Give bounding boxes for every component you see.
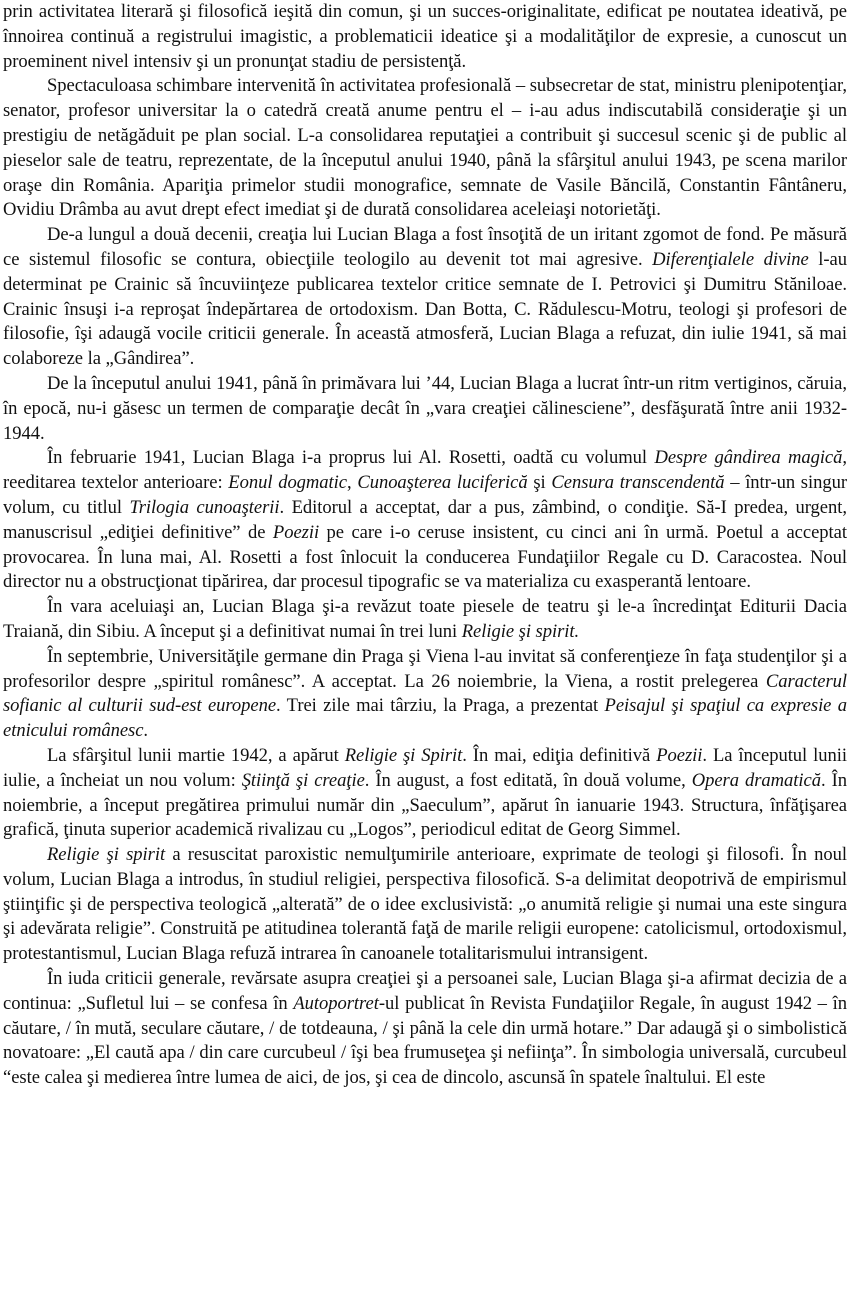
italic-title: Opera dramatică (691, 769, 821, 791)
paragraph (3, 967, 847, 1091)
text-run: , reeditarea textelor anterioare: (3, 447, 847, 494)
italic-title: Caracterul sofianic al culturii sud-est europene (3, 670, 847, 717)
text-run: . Editorul a acceptat, dar a pus, zâmbind, o condiţie. Să-I predea, urgent, manuscrisul „ediţiei definitive” de (3, 496, 847, 543)
italic-title: Eonul dogmatic (228, 472, 347, 494)
italic-title: Despre gândirea magică (654, 447, 843, 469)
paragraph (3, 843, 847, 967)
paragraph (3, 595, 847, 645)
text-run: . În mai, ediţia definitivă (462, 744, 657, 766)
text-run: . (143, 720, 149, 742)
italic-title: Cunoaşterea luciferică (357, 472, 528, 494)
text-run: . La începutul lunii iulie, a încheiat un nou volum: (3, 744, 847, 791)
text-run: De-a lungul a două decenii, creaţia lui Lucian Blaga a fost însoţită de un iritant zgomot de fond. Pe măsură ce sistemul filosofic se contura, obiecţiile teologilo au devenit tot mai agresive. (3, 224, 847, 270)
text-run: De la începutul anului 1941, până în primăvara lui ’44, Lucian Blaga a lucrat într-un ritm vertiginos, căruia, în epocă, nu-i găsesc un termen de comparaţie decât în „vara creaţiei călinesciene”, desfăşurată între anii 1932-1944. (3, 372, 847, 444)
text-run: În iuda criticii generale, revărsate asupra creaţiei şi a persoanei sale, Lucian Blaga şi-a afirmat decizia de a continua: „Sufletul lui – se confesa în (3, 968, 847, 1014)
italic-title: Poezii (272, 521, 320, 543)
text-run: . În noiembrie, a început pregătirea primului număr din „Saeculum”, apărut în ianuarie 1943. Structura, înfăţişarea grafică, ţinuta superior academică rivalizau cu „Logos”, periodicul editat de Georg Simmel. (3, 769, 847, 841)
text-run: – într-un singur volum, cu titlul (3, 472, 847, 518)
text-run: l-au determinat pe Crainic să încuviinţeze publicarea textelor critice semnate de I. Petrovici şi Dumitru Stăniloae. Crainic însuşi i-a reproşat îndepărtarea de ortodoxism. Dan Botta, C. Rădulescu-Motru, teologi şi profesori de filosofie, îşi adaugă vocile criticii generale. În această atmosferă, Lucian Blaga a refuzat, din iulie 1941, să mai colaboreze la „Gândirea”. (3, 248, 848, 370)
text-run: La sfârşitul lunii martie 1942, a apărut (47, 744, 345, 766)
body-text (3, 0, 847, 1091)
text-run: a resuscitat paroxistic nemulţumirile anterioare, exprimate de teologi şi filosofi. În noul volum, Lucian Blaga a introdus, în studiul religiei, perspectiva filosofică. S-a delimitat deopotrivă de empirismul ştiinţific şi de perspectiva teologică „alterată” de o idee exclusivistă: „o anumită religie şi numai una este singura şi adevărata religie”. Construită pe atitudinea tolerantă faţă de marile religii europene: catolicismul, ortodoxismul, protestantismul, Lucian Blaga refuză intrarea în canoanele totalitarismului intransigent. (3, 844, 847, 965)
italic-title: Ştiinţă şi creaţie (241, 769, 365, 791)
text-run: . În august, a fost editată, în două volume, (364, 769, 692, 791)
text-run: Spectaculoasa schimbare intervenită în activitatea profesională – subsecretar de stat, ministru plenipotenţiar, senator, profesor universitar la o catedră creată anume pentru el – i-au adus indiscutabilă consideraţie şi un prestigiu de netăgăduit pe plan social. L-a consolidarea reputaţiei a contribuit şi succesul scenic şi de public al pieselor sale de teatru, reprezentate, de la începutul anului 1940, până la sfârşitul anului 1943, pe scena marilor oraşe din România. Apariţia primelor studii monografice, semnate de Vasile Băncilă, Constantin Fântâneru, Ovidiu Drâmba au avut drept efect imediat şi de durată consolidarea aceleiaşi notorietăţi. (3, 75, 847, 221)
italic-title: Autoportret (293, 992, 379, 1014)
italic-title: Religie şi spirit (47, 844, 166, 866)
text-run: . Trei zile mai târziu, la Praga, a prezentat (276, 695, 605, 717)
paragraph (3, 74, 847, 223)
italic-title: Diferenţialele divine (652, 248, 809, 270)
italic-title: Censura transcendentă (551, 472, 725, 494)
text-run: În septembrie, Universităţile germane din Praga şi Viena l-au invitat să conferenţieze în faţa studenţilor şi a profesorilor despre „spiritul românesc”. A acceptat. La 26 noiembrie, la Viena, a rostit prelegerea (3, 645, 847, 692)
italic-title: Religie şi spirit. (461, 620, 580, 642)
text-run: pe care i-o ceruse insistent, cu cinci ani în urmă. Poetul a acceptat provocarea. În luna mai, Al. Rosetti a fost înlocuit la conducerea Fundaţiilor Regale cu D. Caracostea. Noul director nu a obstrucţionat tipărirea, dar procesul tipografic se va materializa cu exasperantă lentoare. (3, 521, 847, 593)
paragraph (3, 372, 847, 446)
paragraph (3, 0, 847, 74)
text-run: şi (527, 472, 552, 494)
text-run: În vara aceluiaşi an, Lucian Blaga şi-a revăzut toate piesele de teatru şi le-a încredinţat Editurii Dacia Traiană, din Sibiu. A început şi a definitivat numai în trei luni (3, 596, 847, 642)
paragraph (3, 744, 847, 843)
italic-title: Poezii (656, 744, 703, 766)
italic-title: Religie şi Spirit (344, 744, 463, 766)
paragraph (3, 645, 847, 744)
italic-title: Trilogia cunoaşterii (129, 496, 280, 518)
paragraph (3, 223, 847, 372)
paragraph (3, 446, 847, 595)
italic-title: Peisajul şi spaţiul ca expresie a etnicului românesc (3, 695, 847, 742)
text-run: -ul publicat în Revista Fundaţiilor Regale, în august 1942 – în căutare, / în mută, seculare căutare, / de totdeauna, / şi până la cele din urmă hotare.” Dar adaugă şi o simbolistică novatoare: „El caută apa / din care curcubeul / îşi bea frumuseţea şi nefiinţa”. În simbologia universală, curcubeul “este calea şi medierea între lumea de aici, de jos, şi cea de dincolo, ascunsă în spatele înaltului. El este (3, 992, 847, 1089)
text-run: În februarie 1941, Lucian Blaga i-a proprus lui Al. Rosetti, oadtă cu volumul (47, 447, 655, 469)
text-run: , (347, 472, 358, 494)
text-run: prin activitatea literară şi filosofică ieşită din comun, şi un succes-originalitate, edificat pe noutatea ideativă, pe înnoirea continuă a registrului imagistic, a problematicii ideatice şi a modalităţilor de expresie, a cunoscut un proeminent nivel intensiv şi un pronunţat stadiu de persistenţă. (3, 1, 847, 72)
